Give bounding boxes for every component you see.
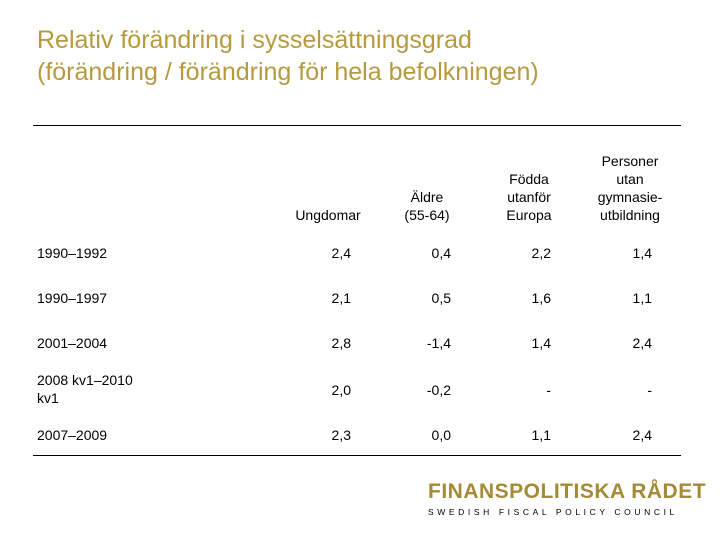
cell-r1-c1: 2,4 xyxy=(331,245,351,261)
cell-r1-c2: 0,4 xyxy=(431,245,451,261)
title-line-2: (förändring / förändring för hela befolkningen) xyxy=(37,58,539,86)
row-label-2008kv1-2010kv1: 2008 kv1–2010 kv1 xyxy=(37,372,133,406)
cell-r2-c1: 2,1 xyxy=(331,290,351,306)
cell-r5-c1: 2,3 xyxy=(331,427,351,443)
cell-r4-c1: 2,0 xyxy=(331,382,351,398)
cell-r2-c4: 1,1 xyxy=(632,290,652,306)
cell-r2-c2: 0,5 xyxy=(431,290,451,306)
cell-r5-c3: 1,1 xyxy=(531,427,551,443)
cell-r3-c3: 1,4 xyxy=(531,335,551,351)
logo-wordmark: FINANSPOLITISKA RÅDET xyxy=(428,480,707,503)
cell-r4-c3: - xyxy=(546,382,551,398)
cell-r2-c3: 1,6 xyxy=(531,290,551,306)
row-label-1990-1997: 1990–1997 xyxy=(37,290,108,306)
table-top-rule xyxy=(33,125,681,126)
title-line-1: Relativ förändring i sysselsättningsgrad xyxy=(37,26,472,54)
page-title xyxy=(37,24,697,88)
row-label-1990-1992: 1990–1992 xyxy=(37,245,108,261)
cell-r4-c4: - xyxy=(647,382,652,398)
column-header-utan-gymnasieutbildning: Personer utan gymnasie- utbildning xyxy=(597,153,663,223)
fiscal-council-logo xyxy=(428,480,707,517)
table-bottom-rule xyxy=(33,455,681,456)
row-label-2007-2009: 2007–2009 xyxy=(37,427,108,443)
cell-r3-c4: 2,4 xyxy=(632,335,652,351)
cell-r3-c1: 2,8 xyxy=(331,335,351,351)
cell-r1-c3: 2,2 xyxy=(531,245,551,261)
logo-tagline: SWEDISH FISCAL POLICY COUNCIL xyxy=(428,507,678,517)
cell-r3-c2: -1,4 xyxy=(426,335,451,351)
row-label-2001-2004: 2001–2004 xyxy=(37,335,108,351)
column-header-aldre: Äldre (55-64) xyxy=(404,189,450,223)
cell-r5-c4: 2,4 xyxy=(632,427,652,443)
column-header-fodda-utanfor-europa: Födda utanför Europa xyxy=(506,171,552,223)
cell-r1-c4: 1,4 xyxy=(632,245,652,261)
column-header-ungdomar: Ungdomar xyxy=(295,207,361,223)
cell-r4-c2: -0,2 xyxy=(426,382,451,398)
cell-r5-c2: 0,0 xyxy=(431,427,451,443)
